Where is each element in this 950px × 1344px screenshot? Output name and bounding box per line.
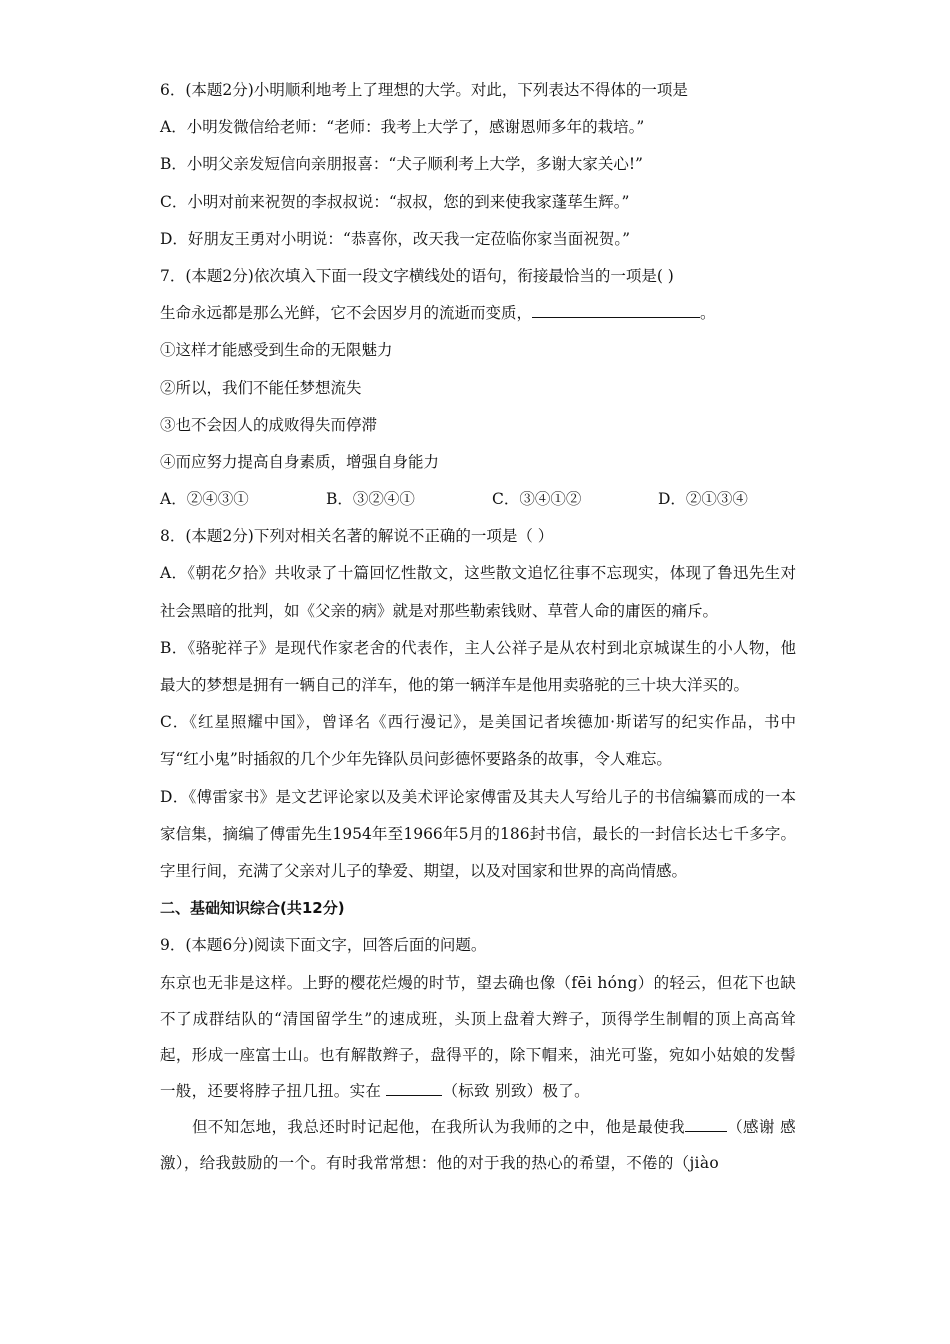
- q7-passage-after: 。: [700, 304, 716, 323]
- q7-sentence-3: ③也不会因人的成败得失而停滞: [160, 415, 378, 434]
- q7-sentence-1: ①这样才能感受到生命的无限魅力: [160, 341, 393, 360]
- q9-p2-text: 但不知怎地，我总还时时记起他，在我所认为我师的之中，他是最使我: [192, 1117, 686, 1136]
- q9-p2-choices: （感谢 感激），给我鼓励的一个。有时我常常想：他的对于我的热心的希望，不倦的（jiào: [160, 1117, 796, 1172]
- q7-answer-blank: [532, 301, 700, 318]
- q9-paragraph-2: [160, 1109, 796, 1181]
- q8-option-d: D．《傅雷家书》是文艺评论家以及美术评论家傅雷及其夫人写给儿子的书信编纂而成的一本家信集，摘编了傅雷先生1954年至1966年5月的186封书信，最长的一封信长达七千多字。字里行间，充满了父亲对儿子的挚爱、期望，以及对国家和世界的高尚情感。: [160, 787, 796, 881]
- q7-options: [160, 481, 796, 518]
- q7-passage: [160, 295, 796, 332]
- q7-option-d: D．②①③④: [658, 490, 748, 509]
- q6-option-b: B．小明父亲发短信向亲朋报喜：“犬子顺利考上大学，多谢大家关心!”: [160, 155, 643, 174]
- q9-p1-text: 东京也无非是这样。上野的樱花烂熳的时节，望去确也像（fēi hóng）的轻云，但花下也缺不了成群结队的“清国留学生”的速成班，头顶上盘着大辫子，顶得学生制帽的顶上高高耸起，形成一座富士山。也有解散辫子，盘得平的，除下帽来，油光可鉴，宛如小姑娘的发髻一般，还要将脖子扭几扭。实在: [160, 973, 796, 1100]
- q7-stem: 7．(本题2分)依次填入下面一段文字横线处的语句，衔接最恰当的一项是( ): [160, 266, 674, 285]
- q7-sentence-4: ④而应努力提高自身素质，增强自身能力: [160, 452, 440, 471]
- q7-passage-before: 生命永远都是那么光鲜，它不会因岁月的流逝而变质，: [160, 304, 533, 323]
- q9-p1-choices: （标致 别致）极了。: [442, 1081, 590, 1100]
- q7-option-c: C．③④①②: [492, 490, 582, 509]
- q8-option-a: A．《朝花夕拾》共收录了十篇回忆性散文，这些散文追忆往事不忘现实，体现了鲁迅先生对社会黑暗的批判，如《父亲的病》就是对那些勒索钱财、草菅人命的庸医的痛斥。: [160, 564, 796, 620]
- q6-option-a: A．小明发微信给老师：“老师：我考上大学了，感谢恩师多年的栽培。”: [160, 118, 645, 137]
- q9-paragraph-1: [160, 965, 796, 1109]
- exam-page: [160, 72, 796, 1181]
- q8-option-b: B．《骆驼祥子》是现代作家老舍的代表作，主人公祥子是从农村到北京城谋生的小人物，他最大的梦想是拥有一辆自己的洋车，他的第一辆洋车是他用卖骆驼的三十块大洋买的。: [160, 638, 796, 695]
- section-title: 二、基础知识综合(共12分): [160, 899, 345, 918]
- q7-option-a: A．②④③①: [160, 490, 249, 509]
- q6-option-c: C．小明对前来祝贺的李叔叔说：“叔叔，您的到来使我家蓬荜生辉。”: [160, 192, 630, 211]
- q9-blank-2: [685, 1115, 727, 1132]
- q6-stem: 6．(本题2分)小明顺利地考上了理想的大学。对此，下列表达不得体的一项是: [160, 81, 688, 99]
- q9-stem: 9．(本题6分)阅读下面文字，回答后面的问题。: [160, 936, 487, 955]
- q9-blank-1: [386, 1079, 442, 1096]
- q7-sentence-2: ②所以，我们不能任梦想流失: [160, 378, 362, 397]
- q7-option-b: B．③②④①: [326, 490, 415, 509]
- q8-option-c: C．《红星照耀中国》，曾译名《西行漫记》，是美国记者埃德加·斯诺写的纪实作品，书中写“红小鬼”时插叙的几个少年先锋队员问彭德怀要路条的故事，令人难忘。: [160, 713, 796, 769]
- q6-option-d: D．好朋友王勇对小明说：“恭喜你，改天我一定莅临你家当面祝贺。”: [160, 229, 631, 248]
- q8-stem: 8．(本题2分)下列对相关名著的解说不正确的一项是（ ）: [160, 527, 554, 546]
